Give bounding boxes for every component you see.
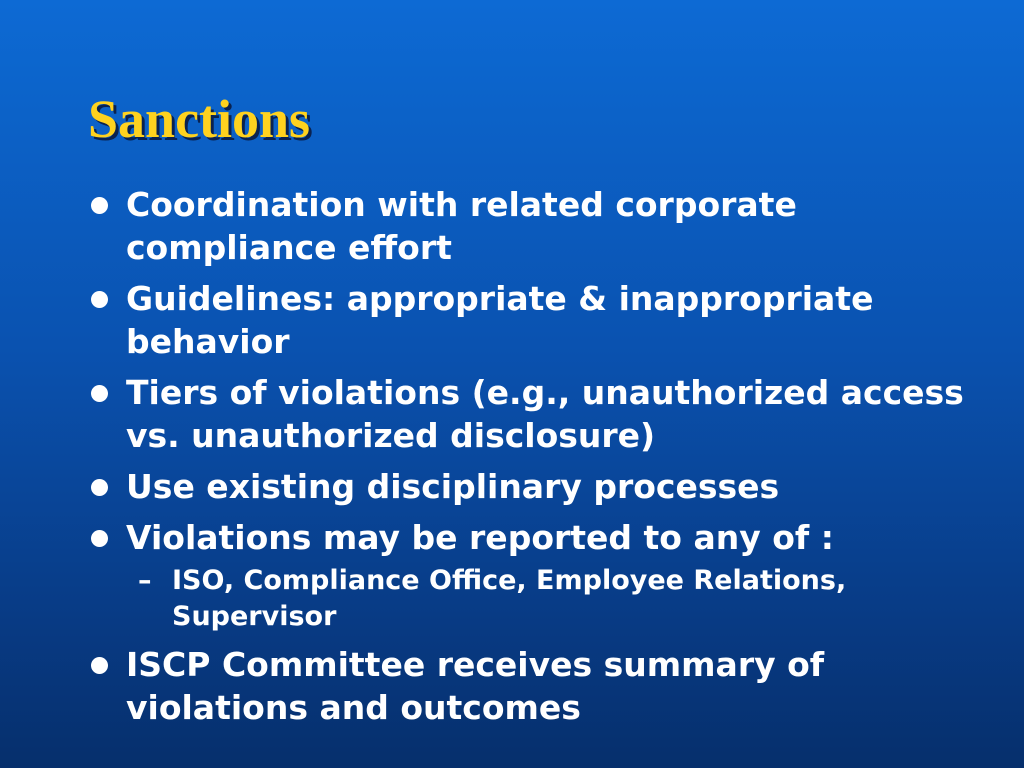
- bullet-text: Use existing disciplinary processes: [126, 467, 780, 506]
- bullet-text: Coordination with related corporate compliance effort: [126, 185, 797, 267]
- sub-bullet-text: ISO, Compliance Office, Employee Relations, Supervisor: [172, 565, 847, 632]
- bullet-text: Violations may be reported to any of :: [126, 518, 834, 557]
- bullet-item: [88, 516, 988, 559]
- bullet-text: Tiers of violations (e.g., unauthorized access vs. unauthorized disclosure): [126, 373, 964, 455]
- bullet-icon: [91, 530, 108, 547]
- bullet-icon: [91, 291, 108, 308]
- bullet-icon: [91, 657, 108, 674]
- sub-bullet-item: [88, 563, 988, 635]
- bullet-text: Guidelines: appropriate & inappropriate behavior: [126, 279, 874, 361]
- bullet-item: [88, 277, 988, 363]
- bullet-icon: [91, 385, 108, 402]
- bullet-icon: [91, 197, 108, 214]
- bullet-item: [88, 643, 988, 729]
- bullet-item: [88, 183, 988, 269]
- bullet-item: [88, 465, 988, 508]
- bullet-icon: [91, 479, 108, 496]
- bullet-item: [88, 371, 988, 457]
- bullet-text: ISCP Committee receives summary of violations and outcomes: [126, 645, 825, 727]
- dash-icon: –: [138, 565, 152, 596]
- bullet-list: [88, 183, 988, 737]
- slide-title: Sanctions: [88, 89, 311, 149]
